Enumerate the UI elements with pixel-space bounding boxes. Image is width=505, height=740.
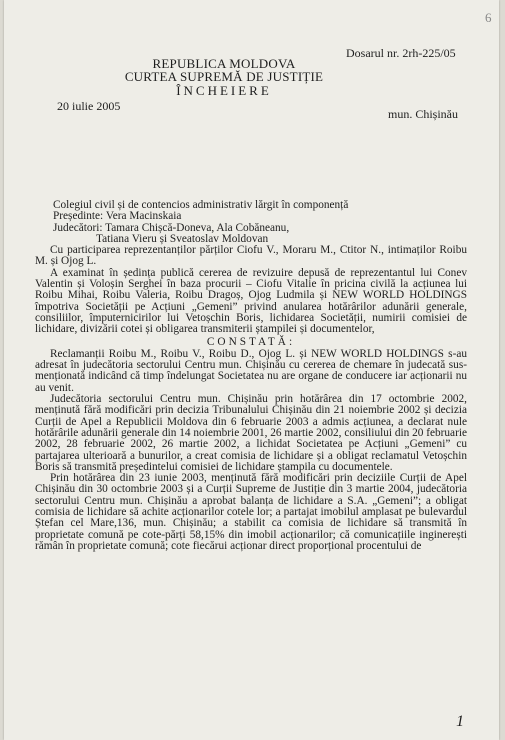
document-body [35,200,467,552]
examination-paragraph: A examinat în ședința publică cererea de revizuire depusă de reprezentantul lui Conev Valentin și Voloșin Serghei în baza procurii – Ciofu Vitalie în pricina civilă la acțiunea lui Roibu Mihai, Roibu Valeria, Roibu Dragoș, Ojog Ludmila și NEW WORLD HOLDINGS împotriva Societății pe Acțiuni „Gemeni” privind anularea hotărârilor adunării generale, consiliilor, împuternicirilor lui Vetoșchin Boris, lichidarea Societății, numirii comisiei de lichidare, divizării cotei și obligarea transmiterii ștampilei și documentelor, [35,266,467,336]
claimants-paragraph: Reclamanții Roibu M., Roibu V., Roibu D., Ojog L. și NEW WORLD HOLDINGS s-au adresat în judecătoria sectorului Centru mun. Chișinău cu cererea de chemare în judecată sus-menționată indicând că timp îndelungat Societatea nu are organe de conducere iar acționarii nu au venit. [35,347,467,394]
document-type-heading: ÎNCHEIERE [176,83,272,98]
constata-heading: CONSTATĂ: [206,335,296,348]
court-heading: CURTEA SUPREMĂ DE JUSTIȚIE [124,69,324,84]
judges-line-1: Judecători: Tamara Chișcă-Doneva, Ala Cobăneanu, [53,221,290,234]
document-date: 20 iulie 2005 [57,99,121,113]
panel-composition: Colegiul civil și de contencios administrativ lărgit în componență [53,199,349,211]
judges-line-2: Tatiana Vieru și Sveatoslav Moldovan [96,232,269,245]
document-place: mun. Chișinău [388,107,459,121]
case-number: Dosarul nr. 2rh-225/05 [346,46,456,60]
participants-paragraph: Cu participarea reprezentanților părților Ciofu V., Moraru M., Ctitor N., intimaților Roibu M. și Ojog L. [35,244,467,268]
first-judgment-paragraph: Judecătoria sectorului Centru mun. Chișinău prin hotărârea din 17 octombrie 2002, menținută fără modificări prin decizia Tribunalului Chișinău din 21 noiembrie 2002 și decizia Curții de Apel a Republicii Moldova din 6 februarie 2003 a admis acțiunea, a declarat nule hotărârile adunării generale din 14 noiembrie 2001, 26 martie 2002, consiliului din 20 februarie 2002, 28 februarie 2002, 26 martie 2002, a lichidat Societatea pe Acțiuni „Gemeni” cu partajarea ulterioară a bunurilor, a creat comisia de lichidare și a obligat reclamatul Vetoșchin Boris să transmită președintelui comisiei de lichidare ștampila cu documentele. [35,393,467,473]
page-number: 1 [456,713,464,730]
corner-mark: 6 [485,10,492,25]
document-page [4,0,499,740]
second-judgment-paragraph: Prin hotărârea din 23 iunie 2003, menținută fără modificări prin deciziile Curții de Apel Chișinău din 30 octombrie 2003 și a Curții Supreme de Justiție din 3 martie 2004, judecătoria sectorului Centru mun. Chișinău a aprobat balanța de lichidare a S.A. „Gemeni”; a obligat comisia de lichidare să achite acționarilor cotele lor; a partajat imobilul amplasat pe bulevardul Ștefan cel Mare,136, mun. Chișinău; a stabilit ca comisia de lichidare să transmită în proprietate comună pe cote-părți 58,15% din imobil acționarilor; că comunicațiile inginerești rămân în proprietate comună; cote fiecărui acționar direct proporțional procentului de [35,472,467,552]
country-heading: REPUBLICA MOLDOVA [152,56,296,71]
presiding-judge: Președinte: Vera Macinskaia [53,210,182,223]
